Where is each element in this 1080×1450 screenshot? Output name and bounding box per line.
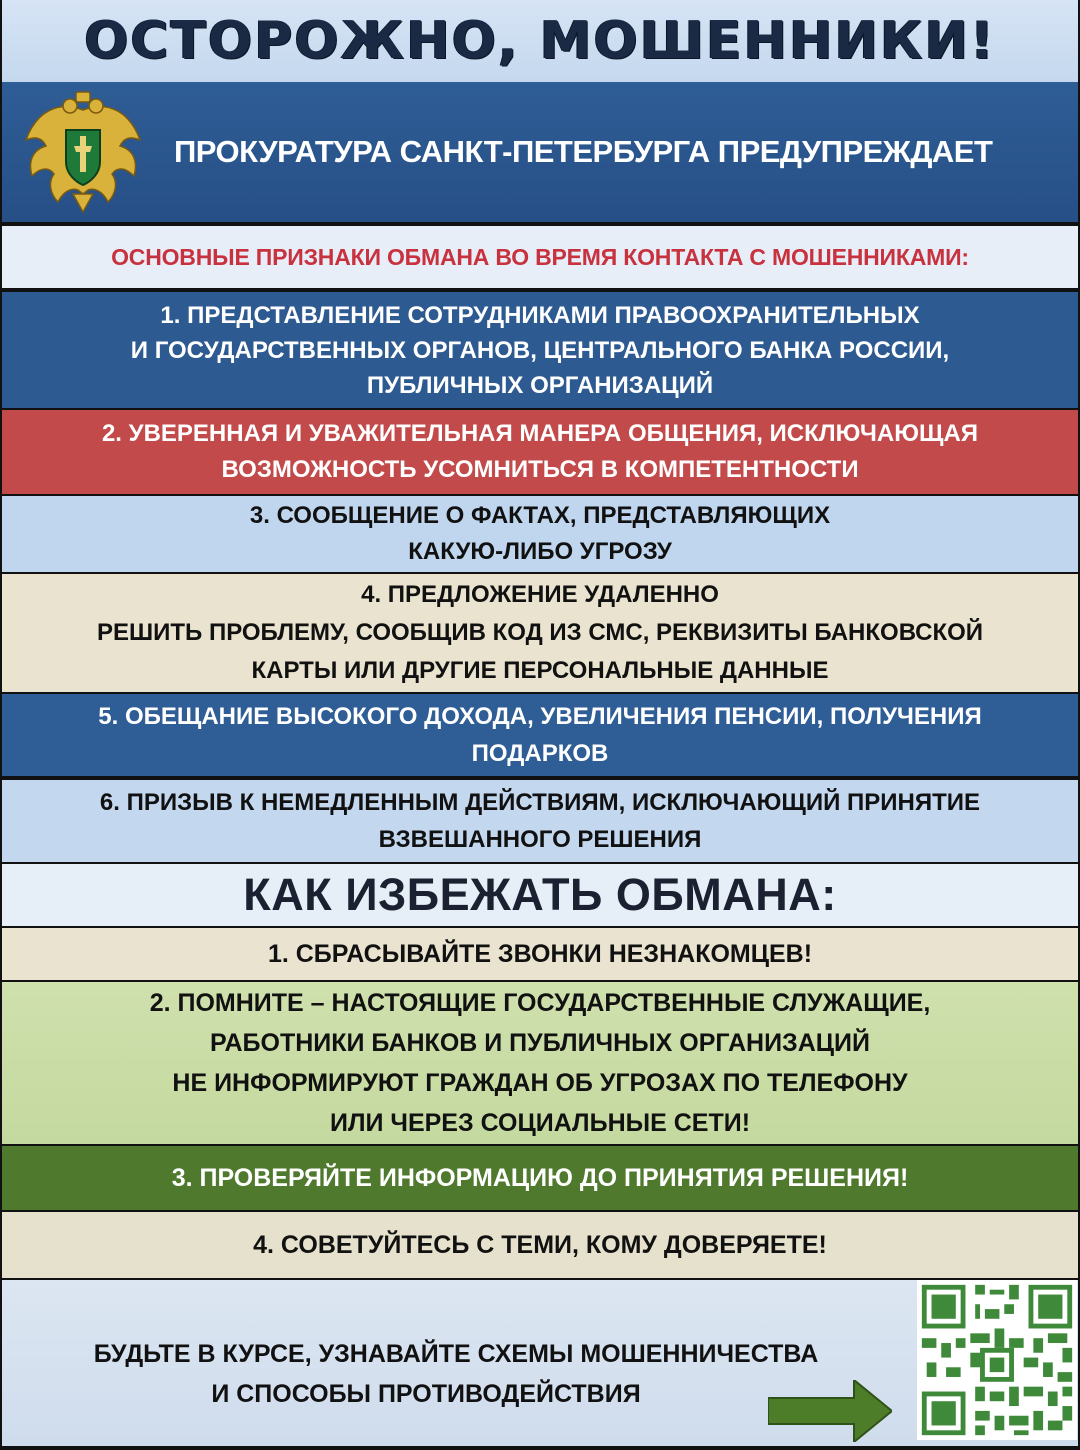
sign-item-4-line: 4. ПРЕДЛОЖЕНИЕ УДАЛЕННО — [361, 581, 719, 608]
poster-title-text: ОСТОРОЖНО, МОШЕННИКИ! — [84, 11, 996, 71]
avoid-item-1-line: 1. СБРАСЫВАЙТЕ ЗВОНКИ НЕЗНАКОМЦЕВ! — [267, 939, 813, 968]
avoid-item-2 — [2, 982, 1078, 1144]
sign-item-1-line: 1. ПРЕДСТАВЛЕНИЕ СОТРУДНИКАМИ ПРАВООХРАНИТЕЛЬНЫХ — [160, 301, 920, 329]
sign-item-6 — [2, 780, 1078, 862]
signs-heading — [2, 226, 1078, 288]
avoid-item-4 — [2, 1212, 1078, 1278]
avoid-item-2-line: РАБОТНИКИ БАНКОВ И ПУБЛИЧНЫХ ОРГАНИЗАЦИЙ — [210, 1029, 870, 1057]
avoid-item-3 — [2, 1146, 1078, 1210]
prosecutor-header — [2, 82, 1078, 222]
footer — [2, 1280, 1078, 1446]
avoid-item-2-line: НЕ ИНФОРМИРУЮТ ГРАЖДАН ОБ УГРОЗАХ ПО ТЕЛЕФОНУ — [172, 1069, 908, 1097]
sign-item-5-line: ПОДАРКОВ — [471, 740, 609, 767]
avoid-item-1 — [2, 928, 1078, 980]
sign-item-2 — [2, 410, 1078, 494]
sign-item-4-line: КАРТЫ ИЛИ ДРУГИЕ ПЕРСОНАЛЬНЫЕ ДАННЫЕ — [251, 657, 829, 684]
sign-item-3 — [2, 496, 1078, 572]
sign-item-4-line: РЕШИТЬ ПРОБЛЕМУ, СООБЩИВ КОД ИЗ СМС, РЕКВИЗИТЫ БАНКОВСКОЙ — [96, 619, 984, 646]
avoid-heading — [2, 864, 1078, 926]
footer-line: БУДЬТЕ В КУРСЕ, УЗНАВАЙТЕ СХЕМЫ МОШЕННИЧЕСТВА — [93, 1340, 819, 1368]
qr-code-icon[interactable] — [916, 1280, 1078, 1440]
arrow-right-icon — [768, 1380, 892, 1442]
sign-item-6-line: 6. ПРИЗЫВ К НЕМЕДЛЕННЫМ ДЕЙСТВИЯМ, ИСКЛЮЧАЮЩИЙ ПРИНЯТИЕ — [99, 789, 981, 816]
avoid-item-4-line: 4. СОВЕТУЙТЕСЬ С ТЕМИ, КОМУ ДОВЕРЯЕТЕ! — [253, 1230, 827, 1259]
fraud-warning-poster — [2, 0, 1078, 1446]
footer-text — [26, 1334, 886, 1414]
sign-item-5 — [2, 694, 1078, 776]
poster-title — [2, 0, 1078, 82]
sign-item-5-line: 5. ОБЕЩАНИЕ ВЫСОКОГО ДОХОДА, УВЕЛИЧЕНИЯ ПЕНСИИ, ПОЛУЧЕНИЯ — [98, 703, 982, 730]
avoid-item-2-line: ИЛИ ЧЕРЕЗ СОЦИАЛЬНЫЕ СЕТИ! — [329, 1109, 751, 1137]
sign-item-3-line: КАКУЮ-ЛИБО УГРОЗУ — [408, 538, 672, 565]
sign-item-1-line: И ГОСУДАРСТВЕННЫХ ОРГАНОВ, ЦЕНТРАЛЬНОГО БАНКА РОССИИ, — [130, 336, 950, 364]
avoid-heading-text: КАК ИЗБЕЖАТЬ ОБМАНА: — [243, 869, 837, 920]
sign-item-1 — [2, 292, 1078, 408]
sign-item-2-line: ВОЗМОЖНОСТЬ УСОМНИТЬСЯ В КОМПЕТЕНТНОСТИ — [221, 456, 859, 483]
header-text: ПРОКУРАТУРА САНКТ-ПЕТЕРБУРГА ПРЕДУПРЕЖДАЕТ — [174, 134, 993, 169]
prosecutor-emblem-icon — [18, 90, 148, 214]
footer-line: И СПОСОБЫ ПРОТИВОДЕЙСТВИЯ — [211, 1380, 641, 1408]
avoid-item-3-line: 3. ПРОВЕРЯЙТЕ ИНФОРМАЦИЮ ДО ПРИНЯТИЯ РЕШЕНИЯ! — [171, 1163, 909, 1192]
avoid-item-2-line: 2. ПОМНИТЕ – НАСТОЯЩИЕ ГОСУДАРСТВЕННЫЕ СЛУЖАЩИЕ, — [149, 989, 931, 1017]
sign-item-6-line: ВЗВЕШАННОГО РЕШЕНИЯ — [378, 826, 702, 853]
sign-item-4 — [2, 574, 1078, 692]
signs-heading-text: ОСНОВНЫЕ ПРИЗНАКИ ОБМАНА ВО ВРЕМЯ КОНТАКТА С МОШЕННИКАМИ: — [111, 243, 969, 270]
sign-item-1-line: ПУБЛИЧНЫХ ОРГАНИЗАЦИЙ — [366, 371, 714, 399]
sign-item-2-line: 2. УВЕРЕННАЯ И УВАЖИТЕЛЬНАЯ МАНЕРА ОБЩЕНИЯ, ИСКЛЮЧАЮЩАЯ — [101, 420, 979, 447]
sign-item-3-line: 3. СООБЩЕНИЕ О ФАКТАХ, ПРЕДСТАВЛЯЮЩИХ — [249, 502, 831, 529]
